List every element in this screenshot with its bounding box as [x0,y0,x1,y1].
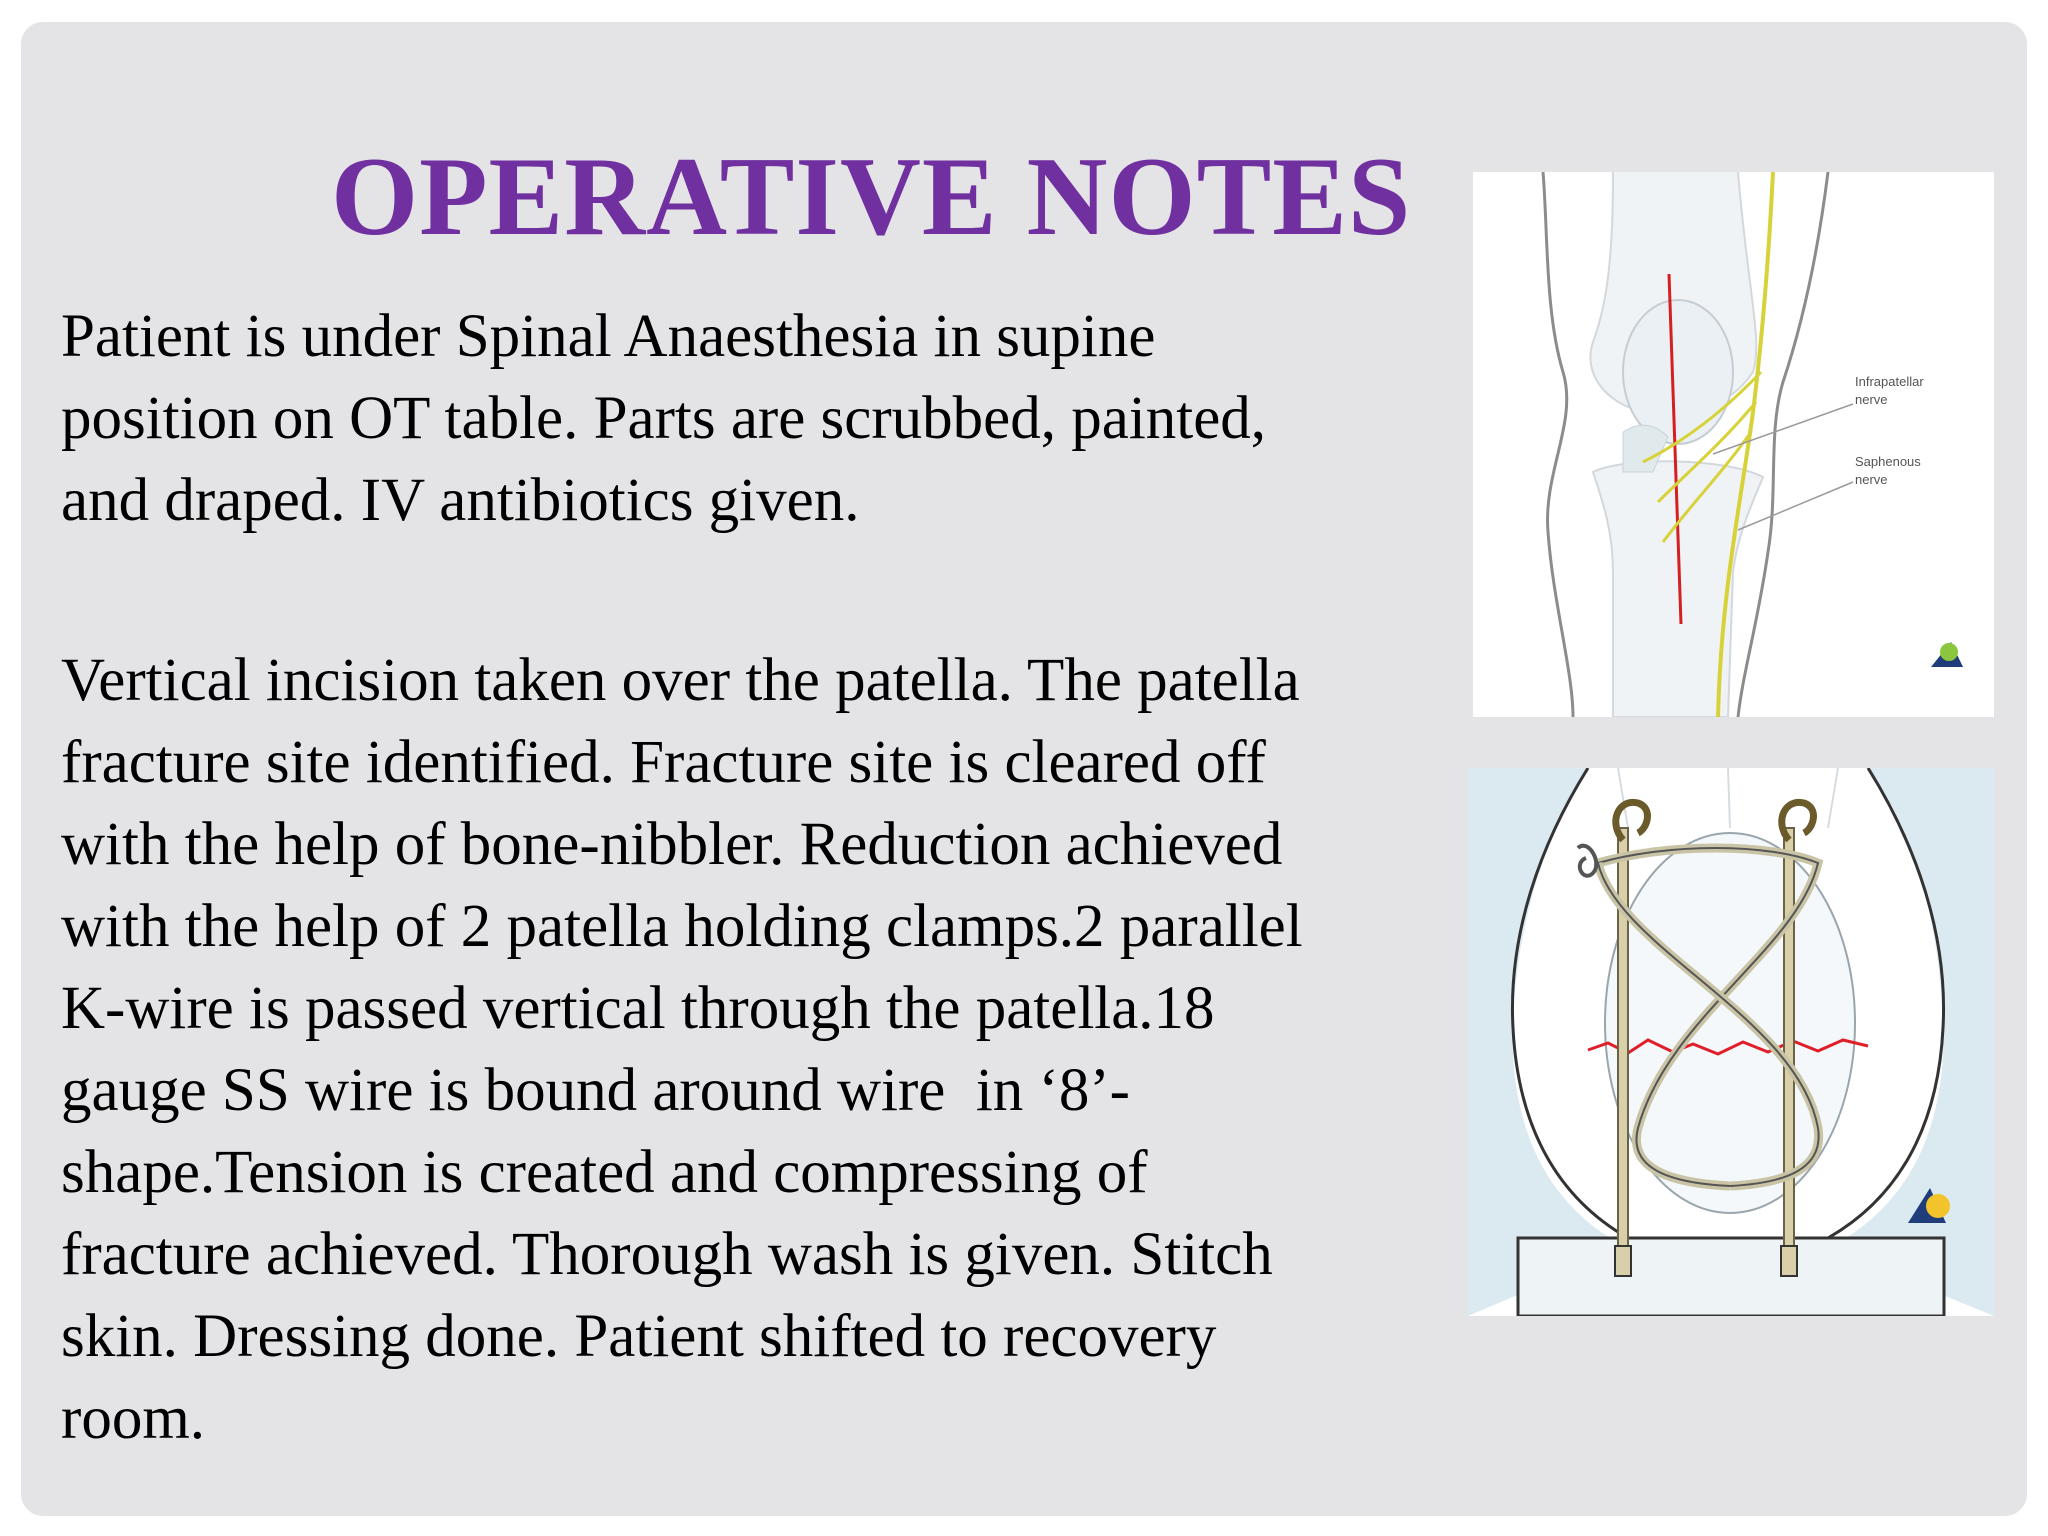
text-line: skin. Dressing done. Patient shifted to recovery [61,1303,1217,1370]
label-infrapatellar-nerve: nerve [1855,392,1888,407]
text-line: K-wire is passed vertical through the patella.18 [61,975,1215,1042]
knee-nerve-illustration [1473,172,1994,717]
slide [21,22,2027,1516]
label-infrapatellar: Infrapatellar [1855,374,1924,389]
text-line: Vertical incision taken over the patella. The patella [61,647,1300,714]
slide-title: OPERATIVE NOTES [331,135,1412,259]
paragraph-anaesthesia [61,296,1501,542]
label-saphenous-nerve: nerve [1855,472,1888,487]
text-line: room. [61,1385,206,1452]
text-line: shape.Tension is created and compressing of [61,1139,1148,1206]
text-line: with the help of 2 patella holding clamps.2 parallel [61,893,1303,960]
text-line: gauge SS wire is bound around wire in ‘8’- [61,1057,1130,1124]
text-line: fracture site identified. Fracture site is cleared off [61,729,1266,796]
text-line: Patient is under Spinal Anaesthesia in supine [61,303,1156,370]
text-line: with the help of bone-nibbler. Reduction achieved [61,811,1283,878]
text-line: fracture achieved. Thorough wash is given. Stitch [61,1221,1273,1288]
text-line: position on OT table. Parts are scrubbed, painted, [61,385,1267,452]
text-line: and draped. IV antibiotics given. [61,467,860,534]
label-saphenous: Saphenous [1855,454,1921,469]
paragraph-procedure [61,640,1501,1460]
tension-band-wiring-illustration [1468,768,1994,1316]
